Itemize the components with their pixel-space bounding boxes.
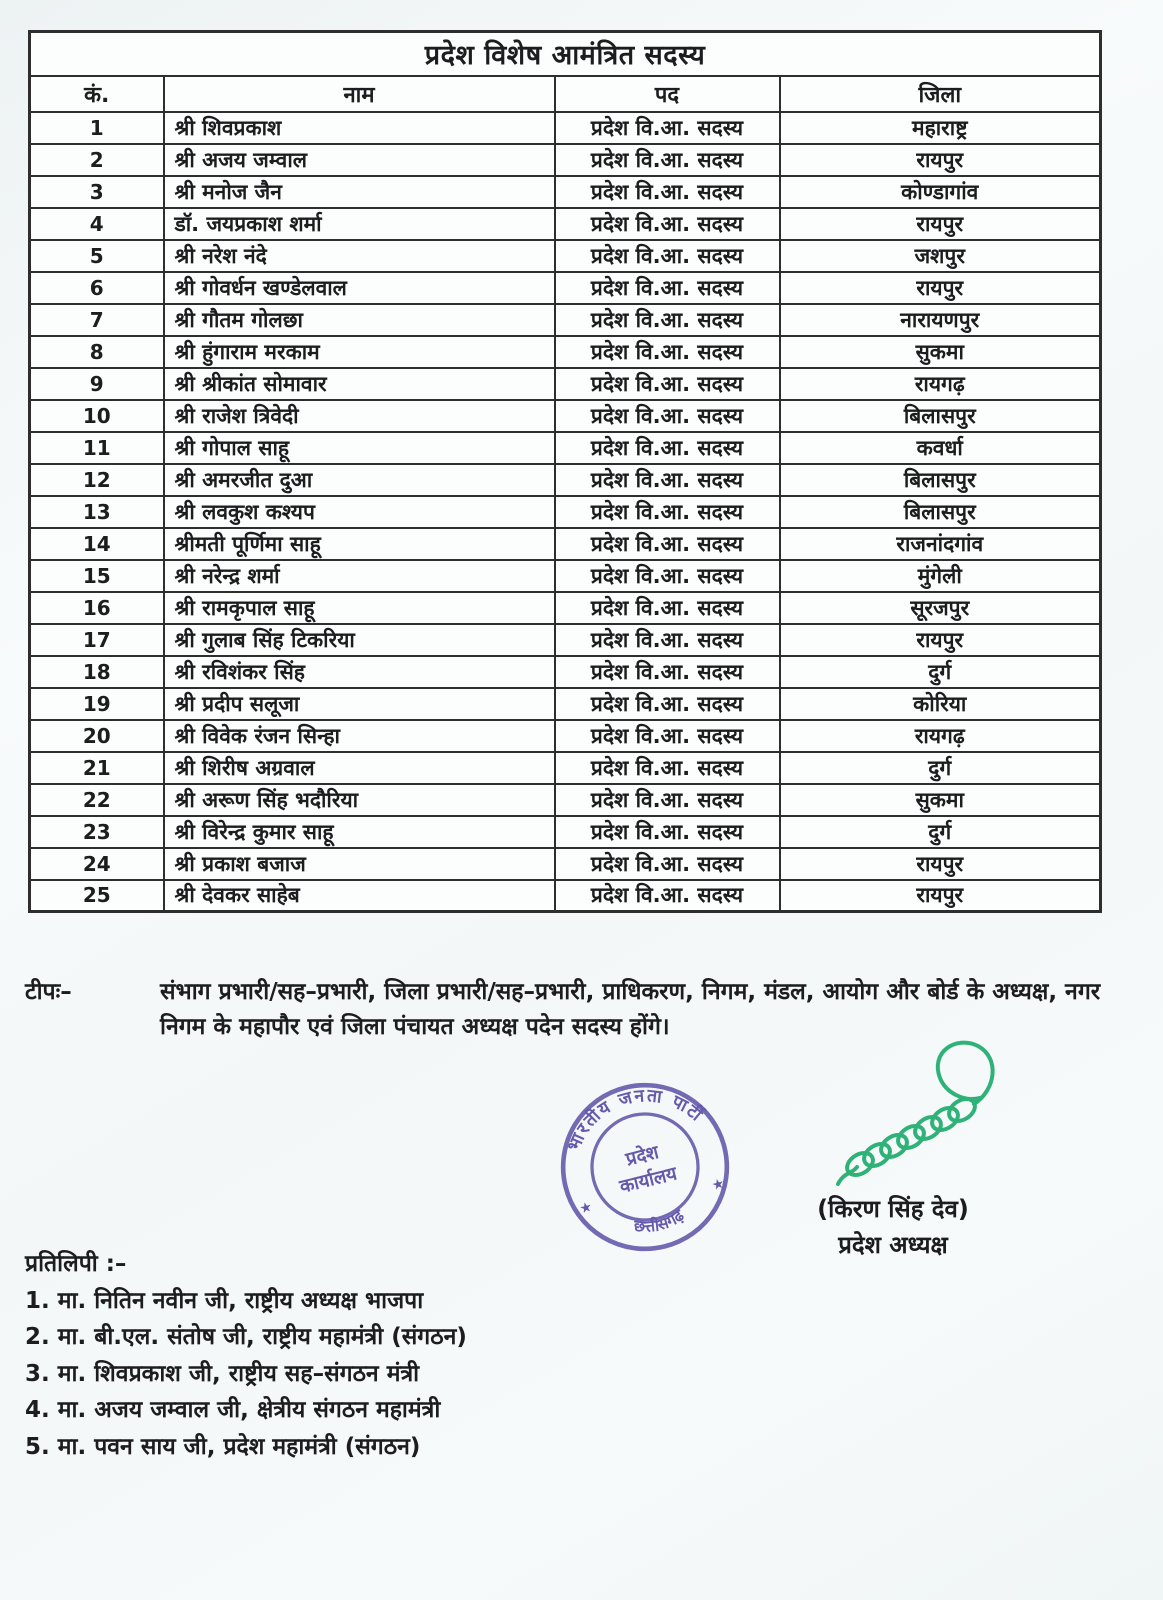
col-header-district: जिला [780,76,1101,112]
cell-serial: 23 [30,816,164,848]
cell-name: श्री अजय जम्वाल [164,144,555,176]
signer-title: प्रदेश अध्यक्ष [838,1231,948,1259]
cell-post: प्रदेश वि.आ. सदस्य [555,176,780,208]
stamp-center-line1: प्रदेश [623,1142,661,1171]
table-row [30,240,1101,272]
cell-district: दुर्ग [780,752,1101,784]
cell-name: श्री शिरीष अग्रवाल [164,752,555,784]
table-row [30,304,1101,336]
table-row [30,272,1101,304]
table-row [30,496,1101,528]
cell-name: श्री गोपाल साहू [164,432,555,464]
cell-district: दुर्ग [780,816,1101,848]
cell-serial: 9 [30,368,164,400]
cell-serial: 12 [30,464,164,496]
cell-post: प्रदेश वि.आ. सदस्य [555,464,780,496]
cell-district: दुर्ग [780,656,1101,688]
table-row [30,208,1101,240]
office-stamp [532,1054,757,1279]
table-row [30,656,1101,688]
cell-post: प्रदेश वि.आ. सदस्य [555,208,780,240]
cell-serial: 1 [30,112,164,144]
cell-district: मुंगेली [780,560,1101,592]
table-row [30,848,1101,880]
stamp-ring-text: भारतीय जनता पार्टी [564,1086,707,1155]
cell-name: श्री प्रदीप सलूजा [164,688,555,720]
col-header-post: पद [555,76,780,112]
cell-post: प्रदेश वि.आ. सदस्य [555,272,780,304]
cell-name: श्री हुंगाराम मरकाम [164,336,555,368]
table-row [30,176,1101,208]
cell-name: श्री नरेश नंदे [164,240,555,272]
cell-post: प्रदेश वि.आ. सदस्य [555,656,780,688]
cell-post: प्रदेश वि.आ. सदस्य [555,560,780,592]
footnote-label: टीपः– [25,979,72,1005]
cell-post: प्रदेश वि.आ. सदस्य [555,368,780,400]
cell-district: सूरजपुर [780,592,1101,624]
table-row [30,368,1101,400]
table-row [30,112,1101,144]
cell-serial: 11 [30,432,164,464]
member-table-body [30,112,1101,912]
cell-district: कोण्डागांव [780,176,1101,208]
table-row [30,752,1101,784]
cell-district: सुकमा [780,336,1101,368]
cell-serial: 25 [30,880,164,912]
cell-serial: 7 [30,304,164,336]
signature-icon [828,1038,1033,1193]
cell-serial: 5 [30,240,164,272]
col-header-serial: कं. [30,76,164,112]
cell-name: श्री श्रीकांत सोमावार [164,368,555,400]
col-header-name: नाम [164,76,555,112]
table-row [30,432,1101,464]
cell-district: कोरिया [780,688,1101,720]
table-row [30,720,1101,752]
table-title-row [30,32,1101,76]
stamp-center-line2: कार्यालय [617,1163,680,1198]
cell-district: नारायणपुर [780,304,1101,336]
cell-post: प्रदेश वि.आ. सदस्य [555,688,780,720]
cell-name: श्री शिवप्रकाश [164,112,555,144]
cell-district: बिलासपुर [780,464,1101,496]
cell-serial: 13 [30,496,164,528]
cell-serial: 15 [30,560,164,592]
cell-post: प्रदेश वि.आ. सदस्य [555,400,780,432]
cell-post: प्रदेश वि.आ. सदस्य [555,880,780,912]
cell-serial: 8 [30,336,164,368]
stamp-bottom-text: छत्तीसगढ़ [633,1205,688,1237]
table-row [30,400,1101,432]
signer-name: (किरण सिंह देव) [817,1195,969,1223]
cell-serial: 22 [30,784,164,816]
cell-district: बिलासपुर [780,496,1101,528]
cell-district: रायपुर [780,624,1101,656]
cell-district: कवर्धा [780,432,1101,464]
cell-post: प्रदेश वि.आ. सदस्य [555,528,780,560]
cell-district: बिलासपुर [780,400,1101,432]
members-table [28,30,1102,913]
svg-text:छत्तीसगढ़ [628,1203,690,1241]
cell-post: प्रदेश वि.आ. सदस्य [555,752,780,784]
cell-district: रायपुर [780,848,1101,880]
cell-name: श्री रामकृपाल साहू [164,592,555,624]
table-row [30,560,1101,592]
cell-serial: 2 [30,144,164,176]
cell-name: श्री राजेश त्रिवेदी [164,400,555,432]
cell-post: प्रदेश वि.आ. सदस्य [555,112,780,144]
cell-post: प्रदेश वि.आ. सदस्य [555,144,780,176]
cell-serial: 14 [30,528,164,560]
table-row [30,336,1101,368]
footnote-text: संभाग प्रभारी/सह–प्रभारी, जिला प्रभारी/सह–प्रभारी, प्राधिकरण, निगम, मंडल, आयोग और बोर्ड के अध्यक्ष, नगर निगम के महापौर एवं जिला पंचायत अध्यक्ष पदेन सदस्य होंगे। [160,979,1101,1040]
cell-serial: 19 [30,688,164,720]
footnote [25,975,1115,1045]
cell-name: श्री गोवर्धन खण्डेलवाल [164,272,555,304]
cell-name: श्री प्रकाश बजाज [164,848,555,880]
cell-district: महाराष्ट्र [780,112,1101,144]
copy-item: 5. मा. पवन साय जी, प्रदेश महामंत्री (संगठन) [25,1433,421,1460]
cell-district: रायपुर [780,880,1101,912]
table-row [30,464,1101,496]
table-row [30,784,1101,816]
table-row [30,528,1101,560]
cell-name: श्री अरूण सिंह भदौरिया [164,784,555,816]
cell-name: श्री गुलाब सिंह टिकरिया [164,624,555,656]
cell-post: प्रदेश वि.आ. सदस्य [555,624,780,656]
cell-name: श्री अमरजीत दुआ [164,464,555,496]
cell-serial: 3 [30,176,164,208]
cell-name: श्री लवकुश कश्यप [164,496,555,528]
table-row [30,688,1101,720]
cell-serial: 21 [30,752,164,784]
copy-item: 1. मा. नितिन नवीन जी, राष्ट्रीय अध्यक्ष भाजपा [25,1287,424,1314]
cell-district: रायगढ़ [780,720,1101,752]
cell-serial: 16 [30,592,164,624]
cell-post: प्रदेश वि.आ. सदस्य [555,592,780,624]
cell-post: प्रदेश वि.आ. सदस्य [555,240,780,272]
cell-post: प्रदेश वि.आ. सदस्य [555,304,780,336]
cell-district: राजनांदगांव [780,528,1101,560]
cell-name: श्री रविशंकर सिंह [164,656,555,688]
cell-post: प्रदेश वि.आ. सदस्य [555,816,780,848]
cell-name: श्री विवेक रंजन सिन्हा [164,720,555,752]
cell-name: श्री विरेन्द्र कुमार साहू [164,816,555,848]
cell-serial: 6 [30,272,164,304]
copy-item: 2. मा. बी.एल. संतोष जी, राष्ट्रीय महामंत्री (संगठन) [25,1324,467,1350]
page-title: प्रदेश विशेष आमंत्रित सदस्य [30,32,1101,76]
stamp-star-right-icon: ★ [710,1175,727,1195]
table-row [30,624,1101,656]
table-row [30,880,1101,912]
cell-name: श्रीमती पूर्णिमा साहू [164,528,555,560]
cell-post: प्रदेश वि.आ. सदस्य [555,784,780,816]
copy-item: 3. मा. शिवप्रकाश जी, राष्ट्रीय सह–संगठन मंत्री [25,1360,420,1387]
table-header-row [30,76,1101,112]
cell-post: प्रदेश वि.आ. सदस्य [555,336,780,368]
cell-serial: 4 [30,208,164,240]
table-row [30,592,1101,624]
cell-post: प्रदेश वि.आ. सदस्य [555,720,780,752]
table-row [30,816,1101,848]
cell-serial: 18 [30,656,164,688]
cell-serial: 20 [30,720,164,752]
cell-name: श्री गौतम गोलछा [164,304,555,336]
cell-district: रायगढ़ [780,368,1101,400]
cell-name: डॉ. जयप्रकाश शर्मा [164,208,555,240]
stamp-star-left-icon: ★ [578,1198,595,1218]
cell-serial: 24 [30,848,164,880]
cell-district: रायपुर [780,272,1101,304]
cell-district: जशपुर [780,240,1101,272]
cell-district: रायपुर [780,144,1101,176]
cell-post: प्रदेश वि.आ. सदस्य [555,432,780,464]
cell-post: प्रदेश वि.आ. सदस्य [555,848,780,880]
cell-post: प्रदेश वि.आ. सदस्य [555,496,780,528]
copies-list [25,1283,467,1466]
copies-section [25,1246,467,1465]
cell-serial: 17 [30,624,164,656]
table-row [30,144,1101,176]
cell-serial: 10 [30,400,164,432]
copy-item: 4. मा. अजय जम्वाल जी, क्षेत्रीय संगठन महामंत्री [25,1397,441,1423]
cell-district: रायपुर [780,208,1101,240]
cell-name: श्री नरेन्द्र शर्मा [164,560,555,592]
cell-name: श्री मनोज जैन [164,176,555,208]
copies-label: प्रतिलिपी :– [25,1251,127,1277]
cell-name: श्री देवकर साहेब [164,880,555,912]
cell-district: सुकमा [780,784,1101,816]
